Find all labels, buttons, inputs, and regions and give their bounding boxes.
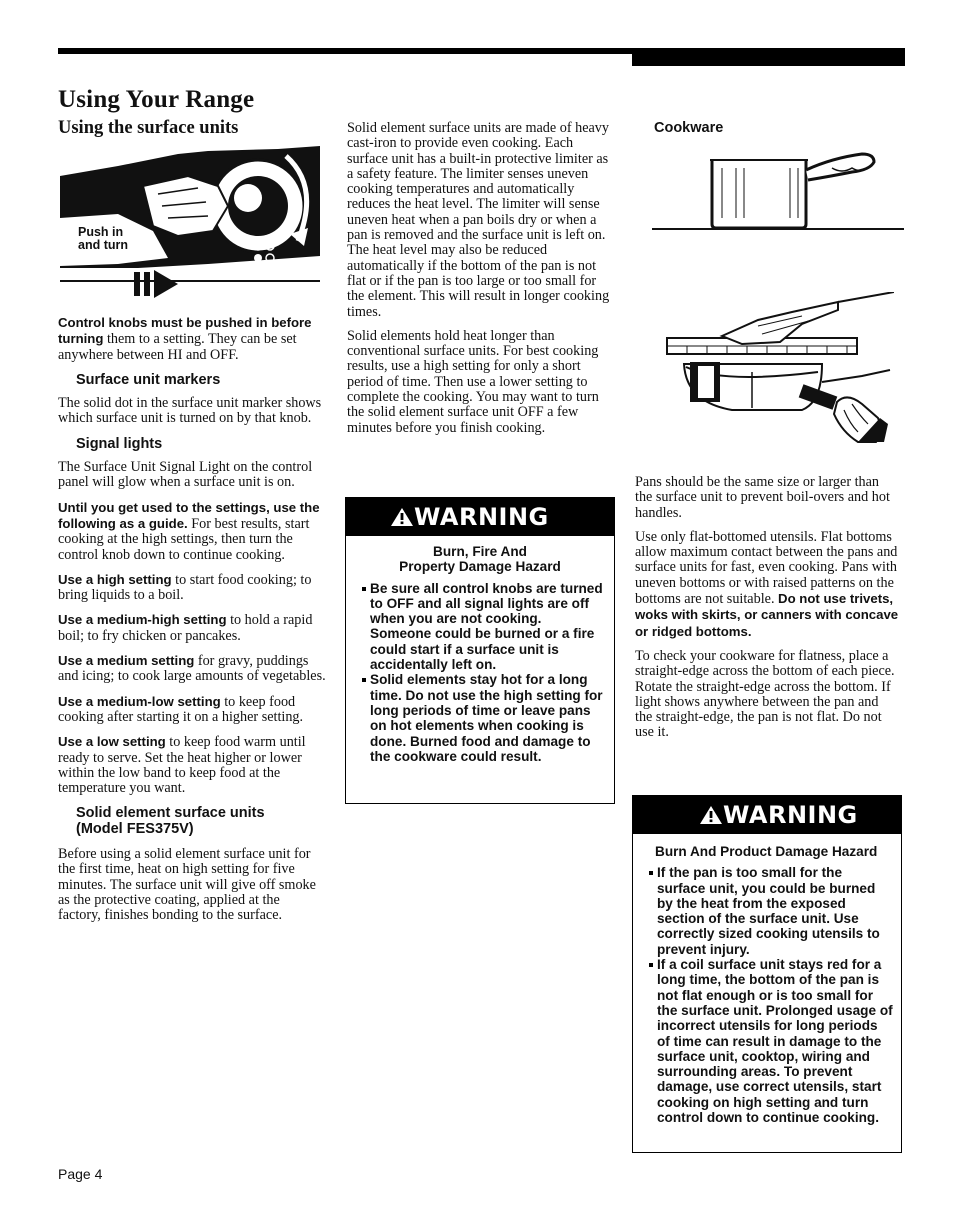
- warning-header: [346, 498, 614, 536]
- warning-body: [346, 544, 614, 764]
- signal-heading: Signal lights: [76, 435, 163, 452]
- warning-bullet-text: If a coil surface unit stays red for a long time, the bottom of the pan is not flat enough or is too small for the surface unit. Prolonged usage of incorrect utensils for long periods of time can result in damage to the surface unit, cooktop, wiring and surrounding areas. To prevent damage, use correct utensils, start cooking on high setting and turn control down to continue cooking.: [657, 957, 893, 1126]
- knob-intro-bold: Control knobs must be pushed in before turning: [58, 315, 312, 347]
- medium-setting: [58, 653, 326, 685]
- warning-bullet-text: Be sure all control knobs are turned to OFF and all signal lights are off when you are not cooking. Someone could be burned or a fire could start if a surface unit is accidentally left on.: [370, 580, 603, 673]
- high-setting: [58, 572, 326, 604]
- heat-retention-text: Solid elements hold heat longer than conventional surface units. For best cooking results, use a high setting for only a short period of time. Then use a lower setting to complete the cooking. You may want to turn the solid element surface unit OFF a few minutes before you finish cooking.: [347, 327, 599, 436]
- knob-caption: [78, 226, 128, 252]
- high-setting-bold: Use a high setting: [58, 571, 172, 587]
- knob-caption-line-1: Push in: [78, 225, 124, 239]
- medium-setting-bold: Use a medium setting: [58, 653, 195, 669]
- solid-heading: [76, 806, 326, 837]
- warning-triangle-icon: [390, 507, 414, 527]
- warning-header: [633, 796, 901, 834]
- warning-bullet-text: Solid elements stay hot for a long time. Do not use the high setting for long periods of time or leave pans on hot elements when cooking is done. Burned food and damage to the cookware could result.: [370, 672, 603, 764]
- warning-title: [346, 544, 614, 575]
- flat-bottom-text-bold: Do not use trivets, woks with skirts, or canners with concave or ridged bottoms.: [635, 591, 899, 639]
- left-column: [58, 315, 326, 933]
- flatness-check-text: To check your cookware for flatness, place a straight-edge across the bottom of each piece. Rotate the straight-edge across the bottom. If light shows anywhere between the pan and the straight-edge, the pan is not flat. Do not use it.: [635, 647, 895, 741]
- medium-setting-text: for gravy, puddings and icing; to cook large amounts of vegetables.: [58, 653, 326, 685]
- knob-intro-text: them to a setting. They can be set anywhere between HI and OFF.: [58, 331, 297, 363]
- section-title: Using the surface units: [58, 118, 239, 138]
- flat-bottom-text: [635, 530, 899, 640]
- markers-text: The solid dot in the surface unit marker shows which surface unit is turned on by that knob.: [58, 395, 322, 427]
- page-title: Using Your Range: [58, 86, 255, 113]
- solid-text: Before using a solid element surface unit for the first time, heat on high setting for five minutes. The surface unit will give off smoke as the protective coating, applied at the factory, finishes bonding to the surface.: [58, 846, 316, 924]
- medhigh-setting: [58, 612, 326, 644]
- low-setting-bold: Use a low setting: [58, 734, 166, 750]
- bullet-icon: [649, 871, 653, 875]
- low-setting: [58, 734, 326, 796]
- knob-caption-line-2: and turn: [78, 238, 128, 252]
- flat-pan-illustration: [652, 148, 904, 232]
- warning-bullet: [633, 957, 901, 1125]
- signal-text: The Surface Unit Signal Light on the control panel will glow when a surface unit is on.: [58, 459, 313, 491]
- bullet-icon: [649, 963, 653, 967]
- warning-title: Burn And Product Damage Hazard: [655, 844, 878, 859]
- solid-heading-line-2: (Model FES375V): [76, 820, 194, 837]
- right-column: [635, 475, 899, 750]
- settings-guide: [58, 500, 326, 563]
- page-number: Page 4: [58, 1166, 103, 1182]
- warning-box-fire: [345, 497, 615, 804]
- warning-title-line-2: Property Damage Hazard: [399, 559, 561, 575]
- medlow-setting-bold: Use a medium-low setting: [58, 693, 221, 709]
- flat-bottom-text-start: Use only flat-bottomed utensils. Flat bottoms allow maximum contact between the pans and surface units for fast, even cooking. Pans with uneven bottoms or with raised patterns on the bottoms are not suitable.: [635, 528, 898, 608]
- warning-title-line-1: Burn, Fire And: [433, 544, 527, 559]
- markers-heading: Surface unit markers: [76, 371, 221, 388]
- warning-bullet: [346, 672, 614, 764]
- pan-size-text: Pans should be the same size or larger than the surface unit to prevent boil-overs and hot handles.: [635, 474, 890, 521]
- header-tab-block: [632, 48, 905, 66]
- warning-triangle-icon: [699, 805, 723, 825]
- medhigh-setting-bold: Use a medium-high setting: [58, 612, 227, 628]
- cookware-heading: Cookware: [654, 120, 724, 136]
- warning-body: [633, 844, 901, 1125]
- high-setting-text: to start food cooking; to bring liquids to a boil.: [58, 571, 312, 604]
- warning-bullet: [633, 865, 901, 957]
- bullet-icon: [362, 678, 366, 682]
- straight-edge-check-illustration: [662, 292, 894, 448]
- solid-heading-line-1: Solid element surface units: [76, 805, 265, 822]
- warning-label: WARNING: [723, 801, 858, 829]
- medlow-setting: [58, 694, 326, 726]
- medlow-setting-text: to keep food cooking after starting it on a higher setting.: [58, 693, 304, 725]
- settings-guide-bold: Until you get used to the settings, use the following as a guide.: [58, 499, 320, 531]
- warning-box-product: [632, 795, 902, 1153]
- warning-bullet: [346, 581, 614, 673]
- low-setting-text: to keep food warm until ready to serve. Set the heat higher or lower within the low band to keep food at the temperature you want.: [58, 734, 306, 797]
- warning-bullet-text: If the pan is too small for the surface unit, you could be burned by the heat from the exposed section of the surface unit. Use correctly sized cooking utensils to prevent injury.: [657, 865, 880, 957]
- knob-intro: [58, 315, 326, 363]
- medhigh-setting-text: to hold a rapid boil; to fry chicken or pancakes.: [58, 612, 313, 644]
- middle-column: [347, 121, 615, 445]
- settings-guide-text: For best results, start cooking at the high settings, then turn the control knob down to continue cooking.: [58, 515, 310, 563]
- warning-label: WARNING: [414, 503, 549, 531]
- bullet-icon: [362, 587, 366, 591]
- solid-element-text: Solid element surface units are made of heavy cast-iron to provide even cooking. Each surface unit has a built-in protective limiter as a safety feature. The limiter senses uneven cooking temperatures and automatically reduces the heat level. The limiter will sense uneven heat when a pan boils dry or when a pan is removed and the surface unit is left on. The heat level may also be reduced automatically if the bottom of the pan is not flat or if the pan is too large or too small for the element. This will result in longer cooking times.: [347, 120, 610, 320]
